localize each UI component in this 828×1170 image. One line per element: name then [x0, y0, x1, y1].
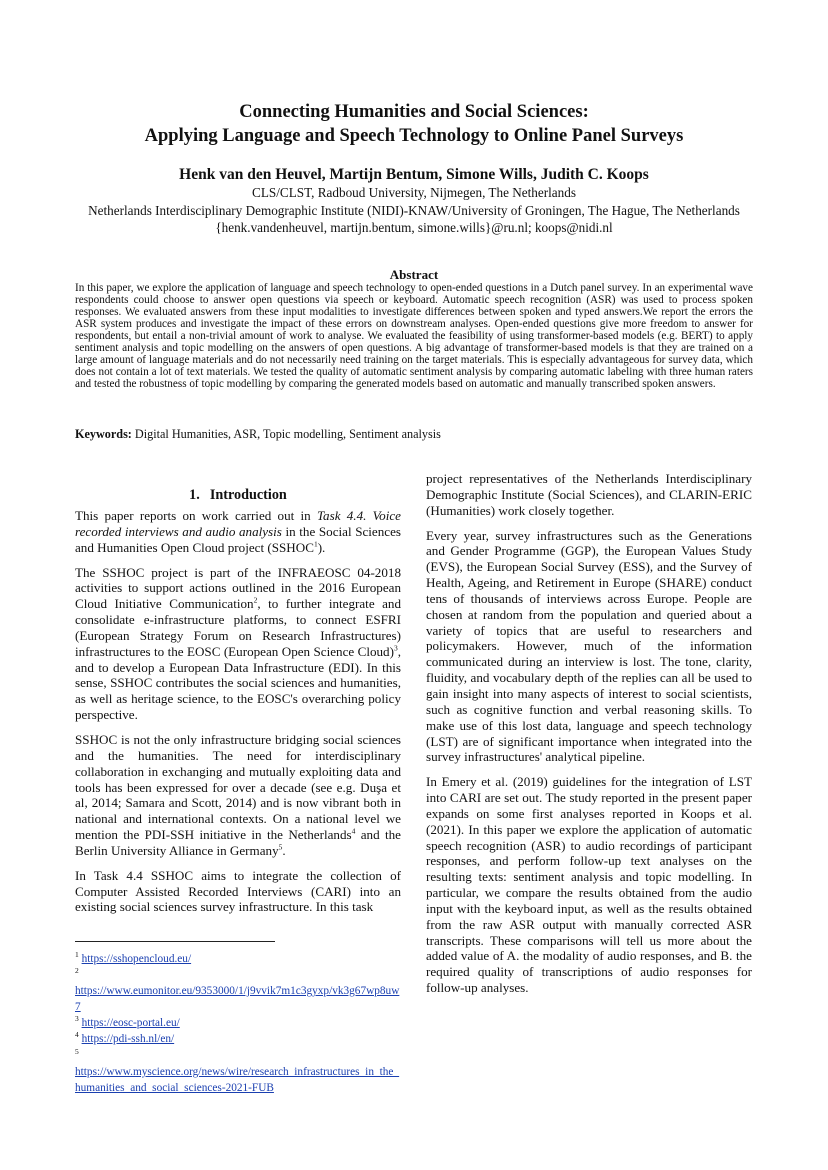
footnote-link-4[interactable]: https://pdi-ssh.nl/en/	[81, 1033, 175, 1046]
footnote-ref-5[interactable]: 5	[278, 842, 283, 852]
section-number: 1.	[189, 487, 200, 503]
intro-paragraph-4: In Task 4.4 SSHOC aims to integrate the collection of Computer Assisted Recorded Interviews (CARI) into an existing social sciences survey infrastructure. In this task	[75, 867, 401, 915]
intro-paragraph-6: Every year, survey infrastructures such as the Generations and Gender Programme (GGP), the European Values Study (EVS), the European Social Survey (ESS), and the Survey of Health, Ageing, and Retirement in Europe (SHARE) conduct tens of thousands of interviews across Europe. People are chosen at random from the population and queried about a variety of topics that are useful to researchers and policymakers. However, much of the information communicated during an interview is lost. The tone, clarity, fluidity, and vocabulary depth of the replies can all be used to gain insight into many aspects of interest to social scientists, such as cognitive function and verbal reasoning skills. To make use of this lost data, language and speech technology (LST) are of significant importance when integrated into the survey infrastructures' analytical pipeline.	[426, 527, 752, 765]
footnote-link-1[interactable]: https://sshopencloud.eu/	[81, 953, 192, 965]
footnote-link-3[interactable]: https://eosc-portal.eu/	[81, 1017, 180, 1030]
footnote-ref-3[interactable]: 3	[393, 643, 398, 653]
footnote-ref-1[interactable]: 1	[313, 539, 318, 549]
author-list: Henk van den Heuvel, Martijn Bentum, Simone Wills, Judith C. Koops	[179, 166, 649, 183]
footnote-ref-2[interactable]: 2	[253, 595, 258, 605]
keywords-label: Keywords:	[75, 427, 132, 441]
section-heading-introduction	[75, 486, 401, 504]
intro-paragraph-1: This paper reports on work carried out in Task 4.4. Voice recorded interviews and audio analysis in the Social Sciences and Humanities Open Cloud project (SSHOC$^1$).	[75, 508, 401, 555]
intro-paragraph-2: The SSHOC project is part of the INFRAEOSC 04-2018 activities to support actions outlined in the 2016 European Cloud Initiative Communication$^2$, to further integrate and consolidate e-infrastructure platforms, to connect ESFRI (European Strategy Forum on Research Infrastructures) infrastructures to the EOSC (European Open Science Cloud)$^3$, and to develop a European Data Infrastructure (EDI). In this sense, SSHOC contributes the social sciences and humanities, as well as heritage science, to the EOSC's overarching policy perspective.	[75, 564, 401, 723]
title-line-2: Applying Language and Speech Technology to Online Panel Surveys	[144, 126, 684, 146]
intro-paragraph-3: SSHOC is not the only infrastructure bridging social sciences and the humanities. The need for interdisciplinary collaboration in exchanging and mutually exploiting data and tools has been expressed for over a decade (see e.g. Duşa et al, 2014; Samara and Scott, 2014) and is now vibrant both in national and international contexts. On a national level we mention the PDI-SSH initiative in the Netherlands$^4$ and the Berlin University Alliance in Germany$^5$.	[75, 731, 401, 858]
footnote-4: $^4$ https://pdi-ssh.nl/en/	[75, 1030, 175, 1046]
affiliation-line-1: CLS/CLST, Radboud University, Nijmegen, The Netherlands	[252, 185, 576, 200]
intro-paragraph-5: project representatives of the Netherlands Interdisciplinary Demographic Institute (Social Sciences), and CLARIN-ERIC (Humanities) work closely together.	[426, 471, 752, 518]
affiliations	[70, 184, 758, 237]
intro-paragraph-7: In Emery et al. (2019) guidelines for the integration of LST into CARI are set out. The study reported in the present paper expands on some first analyses reported in Koops et al. (2021). In this paper we explore the application of automatic speech recognition (ASR) to audio recordings of participant responses, and perform follow-up text analyses on the resulting texts: sentiment analysis and topic modelling. In particular, we compare the results obtained from the audio input with the keyboard input, as well as the results obtained from the raw ASR output with manually corrected ASR transcripts. These comparisons will tell us more about the added value of A. the modality of audio responses, and B. the required quality of transcriptions of audio responses for follow-up analyses.	[426, 774, 752, 996]
abstract-heading: Abstract	[389, 267, 439, 282]
section-title: Introduction	[209, 487, 287, 503]
footnote-divider	[75, 941, 275, 942]
footnote-1: $^1$ https://sshopencloud.eu/	[75, 950, 192, 965]
paper-title	[40, 100, 788, 148]
footnote-link-2[interactable]: https://www.eumonitor.eu/9353000/1/j9vvik7m1c3gyxp/vk3g67wp8uw7	[75, 985, 400, 1014]
footnote-2: $^2$ https://www.eumonitor.eu/9353000/1/j9vvik7m1c3gyxp/vk3g67wp8uw7	[75, 966, 400, 1014]
right-column	[426, 471, 752, 1005]
footnote-link-5[interactable]: https://www.myscience.org/news/wire/research_infrastructures_in_the_humanities_and_social_sciences-2021-FUB	[75, 1065, 400, 1094]
affiliation-line-2: Netherlands Interdisciplinary Demographic Institute (NIDI)-KNAW/University of Groningen, The Hague, The Netherlands	[88, 202, 740, 218]
title-line-1: Connecting Humanities and Social Sciences:	[239, 102, 589, 122]
footnote-3: $^3$ https://eosc-portal.eu/	[75, 1014, 180, 1030]
keywords-text: Digital Humanities, ASR, Topic modelling, Sentiment analysis	[131, 427, 441, 441]
author-emails: {henk.vandenheuvel, martijn.bentum, simone.wills}@ru.nl; koops@nidi.nl	[215, 220, 613, 236]
keywords	[75, 427, 753, 442]
abstract-text: In this paper, we explore the application of language and speech technology to open-ended questions in a Dutch panel survey. In an experimental wave respondents could choose to answer open questions via speech or keyboard. Automatic speech recognition (ASR) was used to process spoken responses. We evaluated answers from these input modalities to investigate differences between spoken and typed answers.We report the errors the ASR system produces and investigate the impact of these errors on downstream analyses. Open-ended questions give more freedom to answer for respondents, but entail a non-trivial amount of work to analyse. We evaluated the feasibility of using transformer-based models (e.g. BERT) to apply sentiment analysis and topic modelling on the answers of open questions. A big advantage of transformer-based models is that they are trained on a large amount of language materials and do not necessarily need training on the target materials. This is especially advantageous for survey data, which does not contain a lot of text materials. We tested the quality of automatic sentiment analysis by comparing automatic labeling with three human raters and tested the robustness of topic modelling by comparing the generated models based on automatic and manually transcribed spoken answers.	[75, 282, 753, 390]
footnotes	[75, 951, 401, 1096]
left-column	[75, 508, 401, 924]
footnote-ref-4[interactable]: 4	[351, 826, 356, 836]
footnote-5: $^5$ https://www.myscience.org/news/wire/research_infrastructures_in_the_humanities_and_social_sciences-2021-FUB	[75, 1046, 400, 1094]
